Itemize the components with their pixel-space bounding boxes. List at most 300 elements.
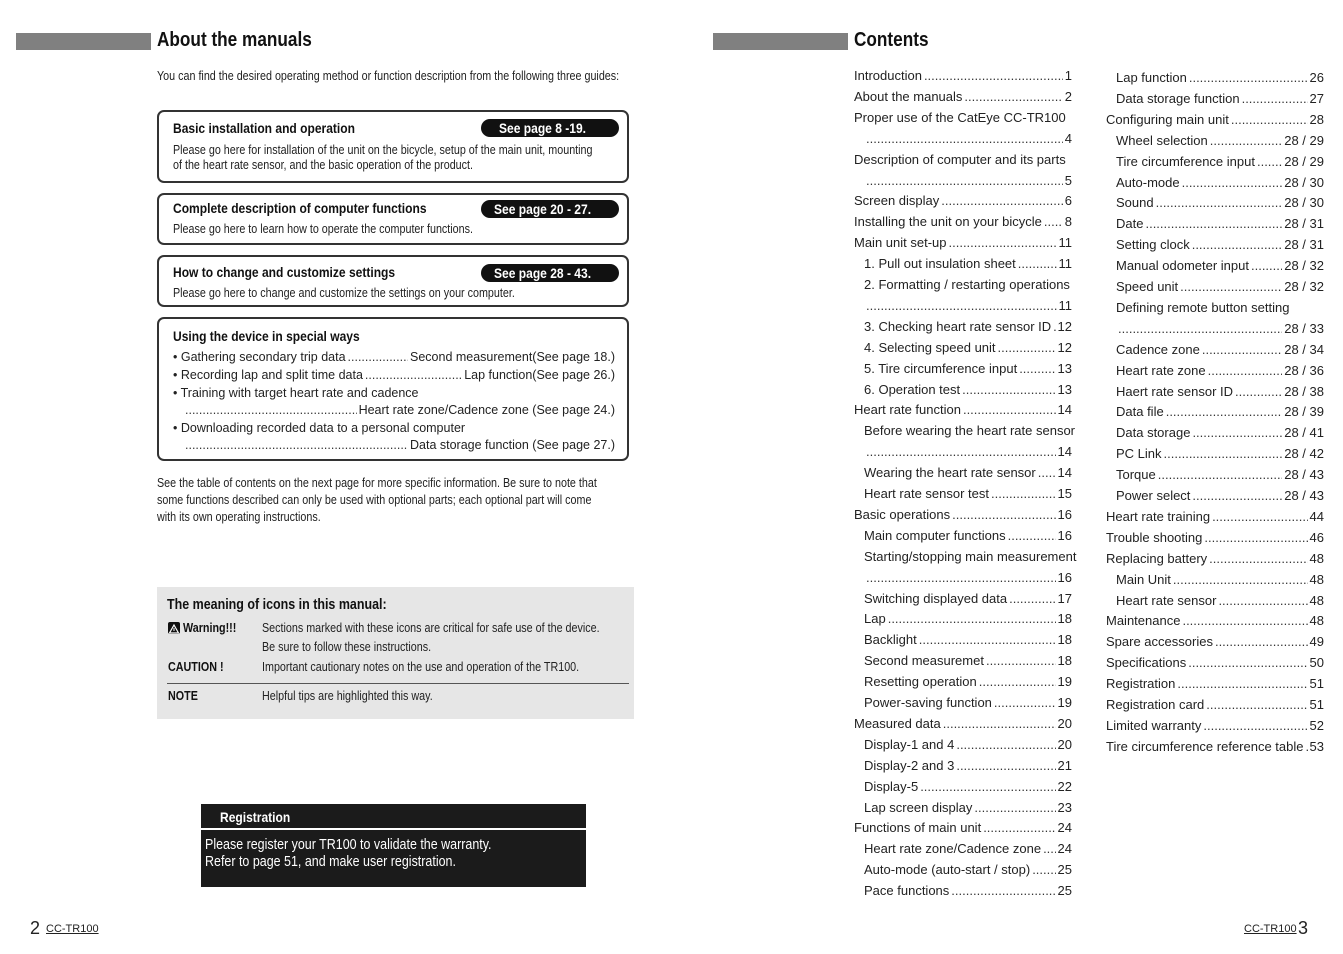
- toc-page: 26: [1309, 70, 1324, 85]
- toc-label: Main Unit: [1116, 571, 1171, 587]
- note-label: NOTE: [168, 689, 198, 703]
- toc-label: Power select: [1116, 488, 1191, 503]
- toc-page: 28 / 30: [1284, 195, 1324, 211]
- special-line: • Training with target heart rate and cadence: [173, 386, 419, 400]
- toc-entry[interactable]: [1106, 549, 1324, 569]
- toc-label: About the manuals: [854, 88, 963, 104]
- toc-label: Heart rate sensor test: [864, 486, 989, 501]
- toc-page: 21: [1057, 757, 1072, 773]
- toc-entry[interactable]: [1106, 382, 1324, 402]
- toc-entry[interactable]: [1106, 89, 1324, 109]
- toc-entry[interactable]: [1106, 68, 1324, 88]
- toc-leader: [998, 338, 1056, 358]
- toc-leader: [1182, 173, 1283, 193]
- toc-entry[interactable]: [1106, 193, 1324, 213]
- toc-leader: [1218, 591, 1307, 611]
- toc-label: Main unit set-up: [854, 235, 947, 251]
- toc-leader: [1188, 653, 1307, 673]
- divider: [201, 828, 586, 830]
- toc-leader: [1043, 839, 1055, 859]
- toc-leader: [1177, 674, 1307, 694]
- toc-entry[interactable]: [1106, 340, 1324, 360]
- special-ways-box: [157, 317, 629, 461]
- toc-leader: [1032, 860, 1055, 880]
- toc-label: Sound: [1116, 195, 1154, 211]
- contents-note: See the table of contents on the next page for more specific information. Be sure to note that some functions described can only be used with optional parts; each optional part will come with its own operating instructions.: [157, 476, 597, 524]
- toc-page: 27: [1309, 90, 1324, 106]
- toc-leader: [1019, 359, 1055, 379]
- toc-label: Wheel selection: [1116, 132, 1208, 148]
- left-header-bar: [16, 33, 151, 50]
- toc-label: Heart rate training: [1106, 508, 1211, 524]
- toc-entry[interactable]: [1106, 695, 1324, 715]
- toc-page: 28 / 32: [1284, 279, 1324, 294]
- toc-leader: [1257, 152, 1282, 172]
- toc-entry[interactable]: [1106, 528, 1324, 548]
- toc-label: Defining remote button setting: [1116, 299, 1290, 315]
- toc-entry[interactable]: [854, 296, 1072, 316]
- toc-label: Data storage: [1116, 425, 1191, 441]
- toc-leader: [1118, 319, 1282, 339]
- toc-page: 53: [1309, 738, 1324, 754]
- toc-page: 28 / 32: [1284, 258, 1324, 274]
- toc-entry[interactable]: [854, 568, 1072, 588]
- caution-text: Important cautionary notes on the use and operation of the TR100.: [262, 660, 580, 674]
- toc-page: 25: [1057, 862, 1072, 878]
- toc-label: 6. Operation test: [864, 381, 961, 397]
- toc-entry[interactable]: [854, 254, 1072, 274]
- toc-leader: [956, 735, 1055, 755]
- right-header-bar: [713, 33, 848, 50]
- toc-label: 5. Tire circumference input: [864, 360, 1018, 376]
- toc-entry[interactable]: [1106, 486, 1324, 506]
- toc-page: 28 / 34: [1284, 341, 1324, 357]
- toc-page: 13: [1057, 381, 1072, 397]
- toc-leader: [1192, 486, 1282, 506]
- guide-box-functions[interactable]: [157, 193, 629, 245]
- toc-page: 13: [1057, 360, 1072, 376]
- toc-leader: [979, 672, 1056, 692]
- toc-page: 12: [1057, 318, 1072, 334]
- toc-leader: [866, 442, 1056, 462]
- toc-entry[interactable]: [854, 212, 1072, 232]
- registration-title: Registration: [220, 809, 291, 825]
- toc-page: 16: [1057, 569, 1072, 585]
- toc-leader: [1206, 695, 1307, 715]
- toc-page: 11: [1058, 235, 1072, 251]
- toc-label: Manual odometer input: [1116, 258, 1249, 274]
- toc-entry[interactable]: [1106, 173, 1324, 193]
- toc-page: 17: [1057, 590, 1072, 606]
- warning-label: Warning!!!: [183, 621, 237, 635]
- toc-entry[interactable]: [854, 881, 1072, 901]
- toc-label: Lap screen display: [864, 799, 973, 815]
- toc-leader: [994, 693, 1056, 713]
- toc-label: PC Link: [1116, 446, 1162, 462]
- toc-label: Measured data: [854, 715, 941, 731]
- see-page-badge[interactable]: See page 28 - 43.: [481, 264, 619, 282]
- toc-label: Description of computer and its parts: [854, 151, 1066, 167]
- toc-leader: [1202, 340, 1282, 360]
- registration-box: [201, 804, 586, 887]
- toc-entry[interactable]: [1106, 298, 1324, 318]
- toc-page: 1: [1064, 68, 1072, 83]
- toc-label: Switching displayed data: [864, 590, 1008, 606]
- toc-page: 14: [1057, 402, 1072, 418]
- toc-label: Speed unit: [1116, 279, 1179, 294]
- toc-label: Heart rate zone/Cadence zone: [864, 841, 1042, 857]
- toc-entry[interactable]: [1106, 256, 1324, 276]
- toc-label: Haert rate sensor ID: [1116, 383, 1234, 399]
- toc-entry[interactable]: [854, 66, 1072, 86]
- icons-title: The meaning of icons in this manual:: [167, 597, 387, 613]
- toc-leader: [1145, 214, 1282, 234]
- toc-label: Lap function: [1116, 70, 1187, 85]
- toc-entry[interactable]: [1106, 653, 1324, 673]
- toc-entry[interactable]: [1106, 465, 1324, 485]
- toc-page: 48: [1309, 571, 1324, 587]
- toc-entry[interactable]: [854, 798, 1072, 818]
- toc-page: 28 / 43: [1284, 467, 1324, 483]
- toc-entry[interactable]: [854, 359, 1072, 379]
- toc-page: 22: [1057, 778, 1072, 794]
- toc-entry[interactable]: [854, 233, 1072, 253]
- toc-leader: [949, 233, 1057, 253]
- toc-leader: [1306, 737, 1308, 757]
- toc-page: 2: [1064, 88, 1072, 104]
- toc-label: 2. Formatting / restarting operations: [864, 277, 1070, 292]
- warning-text: Sections marked with these icons are critical for safe use of the device.: [262, 621, 600, 635]
- guide-box-settings[interactable]: [157, 255, 629, 307]
- toc-page: 28 / 42: [1284, 446, 1324, 462]
- toc-page: 19: [1057, 674, 1072, 690]
- contents-title: Contents: [854, 29, 929, 51]
- toc-entry[interactable]: [854, 108, 1072, 128]
- toc-leader: [1203, 716, 1307, 736]
- toc-leader: [963, 400, 1056, 420]
- toc-leader: [1192, 423, 1282, 443]
- toc-page: 28 / 36: [1284, 362, 1324, 378]
- toc-leader: [1209, 549, 1307, 569]
- toc-page: 28 / 41: [1284, 425, 1324, 441]
- toc-page: 18: [1057, 611, 1072, 627]
- toc-entry[interactable]: [854, 505, 1072, 525]
- registration-text: Please register your TR100 to validate the warranty.: [205, 837, 492, 853]
- toc-page: 28 / 31: [1284, 237, 1324, 253]
- see-page-badge[interactable]: See page 20 - 27.: [481, 200, 619, 218]
- toc-entry[interactable]: [1106, 110, 1324, 130]
- toc-page: 44: [1309, 508, 1324, 524]
- toc-leader: [1204, 528, 1307, 548]
- toc-entry[interactable]: [1106, 423, 1324, 443]
- toc-leader: [991, 484, 1056, 504]
- toc-leader: [1166, 402, 1283, 422]
- guide-title: How to change and customize settings: [173, 264, 396, 280]
- toc-entry[interactable]: [1106, 131, 1324, 151]
- toc-page: 49: [1309, 634, 1324, 650]
- toc-leader: [956, 756, 1055, 776]
- toc-leader: [1208, 361, 1283, 381]
- toc-entry[interactable]: [1106, 444, 1324, 464]
- toc-entry[interactable]: [1106, 152, 1324, 172]
- toc-leader: [1251, 256, 1282, 276]
- toc-page: 28 / 29: [1284, 132, 1324, 148]
- toc-entry[interactable]: [854, 421, 1076, 441]
- toc-entry[interactable]: [854, 463, 1072, 483]
- toc-leader: [920, 777, 1055, 797]
- toc-page: 50: [1309, 655, 1324, 671]
- page-number: 2: [30, 918, 41, 938]
- toc-leader: [1235, 382, 1282, 402]
- toc-entry[interactable]: [854, 442, 1072, 462]
- toc-leader: [1158, 465, 1282, 485]
- toc-label: Spare accessories: [1106, 634, 1213, 650]
- toc-page: 12: [1057, 339, 1072, 355]
- note-text: Helpful tips are highlighted this way.: [262, 689, 433, 703]
- toc-page: 11: [1058, 256, 1072, 272]
- toc-label: Torque: [1116, 467, 1156, 483]
- page-title: About the manuals: [157, 29, 312, 51]
- toc-label: Heart rate function: [854, 402, 961, 418]
- toc-entry[interactable]: [1106, 632, 1324, 652]
- toc-leader: [1173, 570, 1308, 590]
- toc-label: Registration: [1106, 676, 1176, 692]
- toc-page: 16: [1057, 506, 1072, 522]
- warning-text: Be sure to follow these instructions.: [262, 640, 432, 654]
- toc-page: 25: [1057, 883, 1072, 899]
- toc-page: 28 / 43: [1284, 488, 1324, 503]
- toc-page: 48: [1309, 550, 1324, 566]
- toc-leader: [866, 171, 1063, 191]
- toc-page: 23: [1057, 799, 1072, 815]
- guide-text: of the heart rate sensor, and the basic operation of the product.: [173, 158, 474, 172]
- toc-leader: [1053, 317, 1055, 337]
- toc-page: 28 / 39: [1284, 404, 1324, 420]
- guide-text: Please go here to learn how to operate the computer functions.: [173, 222, 473, 236]
- toc-leader: [941, 191, 1062, 211]
- toc-label: Trouble shooting: [1106, 529, 1203, 545]
- toc-entry[interactable]: [854, 338, 1072, 358]
- toc-entry[interactable]: [854, 630, 1072, 650]
- guide-box-basic[interactable]: [157, 110, 629, 183]
- toc-label: 1. Pull out insulation sheet: [864, 256, 1016, 272]
- special-line: • Downloading recorded data to a personal computer: [173, 421, 466, 435]
- toc-label: Heart rate zone: [1116, 362, 1206, 378]
- toc-label: 3. Checking heart rate sensor ID: [864, 318, 1052, 334]
- see-page-badge[interactable]: See page 8 -19.: [481, 119, 619, 137]
- toc-label: Installing the unit on your bicycle: [854, 214, 1042, 230]
- divider: [167, 683, 629, 684]
- guide-title: Basic installation and operation: [173, 120, 355, 136]
- toc-label: Resetting operation: [864, 674, 977, 690]
- toc-entry[interactable]: [854, 150, 1072, 170]
- toc-page: 46: [1309, 529, 1324, 545]
- toc-entry[interactable]: [854, 818, 1072, 838]
- toc-label: Before wearing the heart rate sensor: [864, 423, 1076, 439]
- toc-entry[interactable]: [1106, 674, 1324, 694]
- warning-icon: [168, 622, 180, 634]
- toc-leader: [1192, 235, 1283, 255]
- toc-entry[interactable]: [854, 191, 1072, 211]
- toc-page: 16: [1057, 527, 1072, 543]
- caution-label: CAUTION !: [168, 660, 224, 674]
- toc-leader: [866, 568, 1056, 588]
- toc-leader: [943, 714, 1056, 734]
- toc-entry[interactable]: [854, 860, 1072, 880]
- toc-entry[interactable]: [854, 87, 1072, 107]
- toc-page: 5: [1064, 172, 1072, 188]
- toc-entry[interactable]: [854, 275, 1072, 295]
- toc-leader: [983, 818, 1055, 838]
- toc-entry[interactable]: [1106, 611, 1324, 631]
- toc-page: 18: [1057, 632, 1072, 648]
- toc-entry[interactable]: [1106, 361, 1324, 381]
- toc-page: 48: [1309, 613, 1324, 629]
- toc-entry[interactable]: [854, 735, 1072, 755]
- toc-entry[interactable]: [1106, 591, 1324, 611]
- toc-label: Proper use of the CatEye CC-TR100: [854, 109, 1066, 125]
- toc-label: Tire circumference input: [1116, 153, 1255, 169]
- toc-entry[interactable]: [854, 672, 1072, 692]
- toc-label: 4. Selecting speed unit: [864, 339, 996, 355]
- toc-entry[interactable]: [854, 756, 1072, 776]
- page-number: 3: [1298, 918, 1309, 938]
- toc-label: Auto-mode: [1116, 174, 1180, 190]
- toc-entry[interactable]: [854, 839, 1072, 859]
- toc-label: Tire circumference reference table: [1106, 738, 1304, 754]
- toc-leader: [974, 798, 1055, 818]
- toc-label: Lap: [864, 611, 886, 627]
- toc-page: 28 / 29: [1284, 153, 1324, 169]
- registration-text: Refer to page 51, and make user registration.: [205, 854, 456, 870]
- toc-leader: [919, 630, 1056, 650]
- guide-title: Complete description of computer functions: [173, 200, 427, 216]
- toc-entry[interactable]: [1106, 319, 1324, 339]
- guide-text: Please go here for installation of the unit on the bicycle, setup of the main unit, mounting: [173, 143, 593, 157]
- toc-label: Display-5: [864, 778, 919, 794]
- toc-leader: [1009, 589, 1055, 609]
- toc-entry[interactable]: [854, 693, 1072, 713]
- toc-page: 28 / 33: [1284, 320, 1324, 336]
- toc-leader: [1212, 507, 1307, 527]
- toc-page: 51: [1309, 676, 1324, 692]
- toc-leader: [924, 66, 1063, 86]
- toc-entry[interactable]: [1106, 716, 1324, 736]
- special-ways-title: Using the device in special ways: [173, 328, 360, 344]
- toc-entry[interactable]: [854, 714, 1072, 734]
- toc-entry[interactable]: [1106, 507, 1324, 527]
- toc-page: 6: [1064, 193, 1072, 209]
- toc-label: Power-saving function: [864, 695, 992, 710]
- toc-leader: [1164, 444, 1283, 464]
- toc-label: Date: [1116, 216, 1144, 232]
- toc-leader: [866, 296, 1057, 316]
- toc-label: Basic operations: [854, 506, 951, 522]
- toc-leader: [866, 129, 1063, 149]
- toc-label: Maintenance: [1106, 613, 1181, 629]
- toc-leader: [986, 651, 1056, 671]
- toc-entry[interactable]: [854, 400, 1072, 420]
- toc-entry[interactable]: [1106, 737, 1324, 757]
- toc-label: Heart rate sensor: [1116, 592, 1217, 608]
- toc-leader: [1008, 526, 1056, 546]
- toc-entry[interactable]: [1106, 214, 1324, 234]
- toc-page: 15: [1057, 486, 1072, 501]
- toc-label: Specifications: [1106, 655, 1187, 671]
- toc-leader: [962, 380, 1055, 400]
- special-line: ..... Heart rate zone/Cadence zone (See page 24.): [173, 402, 615, 419]
- toc-page: 14: [1057, 444, 1072, 460]
- toc-label: Limited warranty: [1106, 717, 1202, 733]
- toc-leader: [1231, 110, 1308, 130]
- special-line: • Recording lap and split time data ..... Lap function(See page 26.): [173, 367, 615, 384]
- toc-page: 11: [1058, 297, 1072, 313]
- toc-label: Screen display: [854, 193, 940, 209]
- toc-label: Data storage function: [1116, 90, 1240, 106]
- special-line: • Gathering secondary trip data ..... Second measurement(See page 18.): [173, 349, 615, 366]
- toc-label: Data file: [1116, 404, 1164, 420]
- icons-legend-panel: [157, 587, 634, 719]
- toc-page: 18: [1057, 653, 1072, 669]
- toc-entry[interactable]: [854, 526, 1072, 546]
- toc-page: 28 / 31: [1284, 216, 1324, 232]
- toc-entry[interactable]: [854, 589, 1072, 609]
- toc-entry[interactable]: [854, 129, 1072, 149]
- guide-text: Please go here to change and customize the settings on your computer.: [173, 286, 515, 300]
- toc-entry[interactable]: [854, 777, 1072, 797]
- toc-label: Display-1 and 4: [864, 736, 955, 752]
- toc-leader: [888, 609, 1056, 629]
- toc-entry[interactable]: [854, 484, 1072, 504]
- toc-entry[interactable]: [854, 651, 1072, 671]
- special-line: ..... Data storage function (See page 27.): [173, 437, 615, 454]
- toc-entry[interactable]: [1106, 570, 1324, 590]
- toc-label: Replacing battery: [1106, 550, 1208, 566]
- toc-entry[interactable]: [1106, 277, 1324, 297]
- toc-label: Functions of main unit: [854, 820, 982, 836]
- toc-label: Pace functions: [864, 883, 950, 899]
- toc-entry[interactable]: [854, 171, 1072, 191]
- toc-label: Starting/stopping main measurement: [864, 548, 1077, 564]
- toc-leader: [964, 87, 1062, 107]
- toc-label: Main computer functions: [864, 527, 1006, 543]
- toc-page: 28 / 38: [1284, 383, 1324, 399]
- toc-page: 51: [1309, 697, 1324, 712]
- toc-label: Setting clock: [1116, 237, 1190, 253]
- toc-entry[interactable]: [1106, 402, 1324, 422]
- toc-page: 14: [1057, 465, 1072, 481]
- toc-entry[interactable]: [854, 609, 1072, 629]
- toc-page: 48: [1309, 592, 1324, 608]
- toc-entry[interactable]: [854, 317, 1072, 337]
- toc-label: Display-2 and 3: [864, 757, 955, 773]
- toc-label: Second measuremet: [864, 653, 984, 669]
- toc-entry[interactable]: [854, 380, 1072, 400]
- toc-page: 24: [1057, 820, 1072, 836]
- toc-leader: [1210, 131, 1282, 151]
- toc-leader: [1044, 212, 1063, 232]
- toc-leader: [1038, 463, 1056, 483]
- toc-leader: [951, 881, 1055, 901]
- toc-page: 8: [1064, 214, 1072, 230]
- toc-label: Introduction: [854, 68, 922, 83]
- toc-entry[interactable]: [854, 547, 1077, 567]
- toc-entry[interactable]: [1106, 235, 1324, 255]
- toc-label: Backlight: [864, 632, 917, 648]
- toc-leader: [1018, 254, 1057, 274]
- toc-leader: [1180, 277, 1282, 297]
- intro-text: You can find the desired operating method or function description from the following three guides:: [157, 69, 620, 83]
